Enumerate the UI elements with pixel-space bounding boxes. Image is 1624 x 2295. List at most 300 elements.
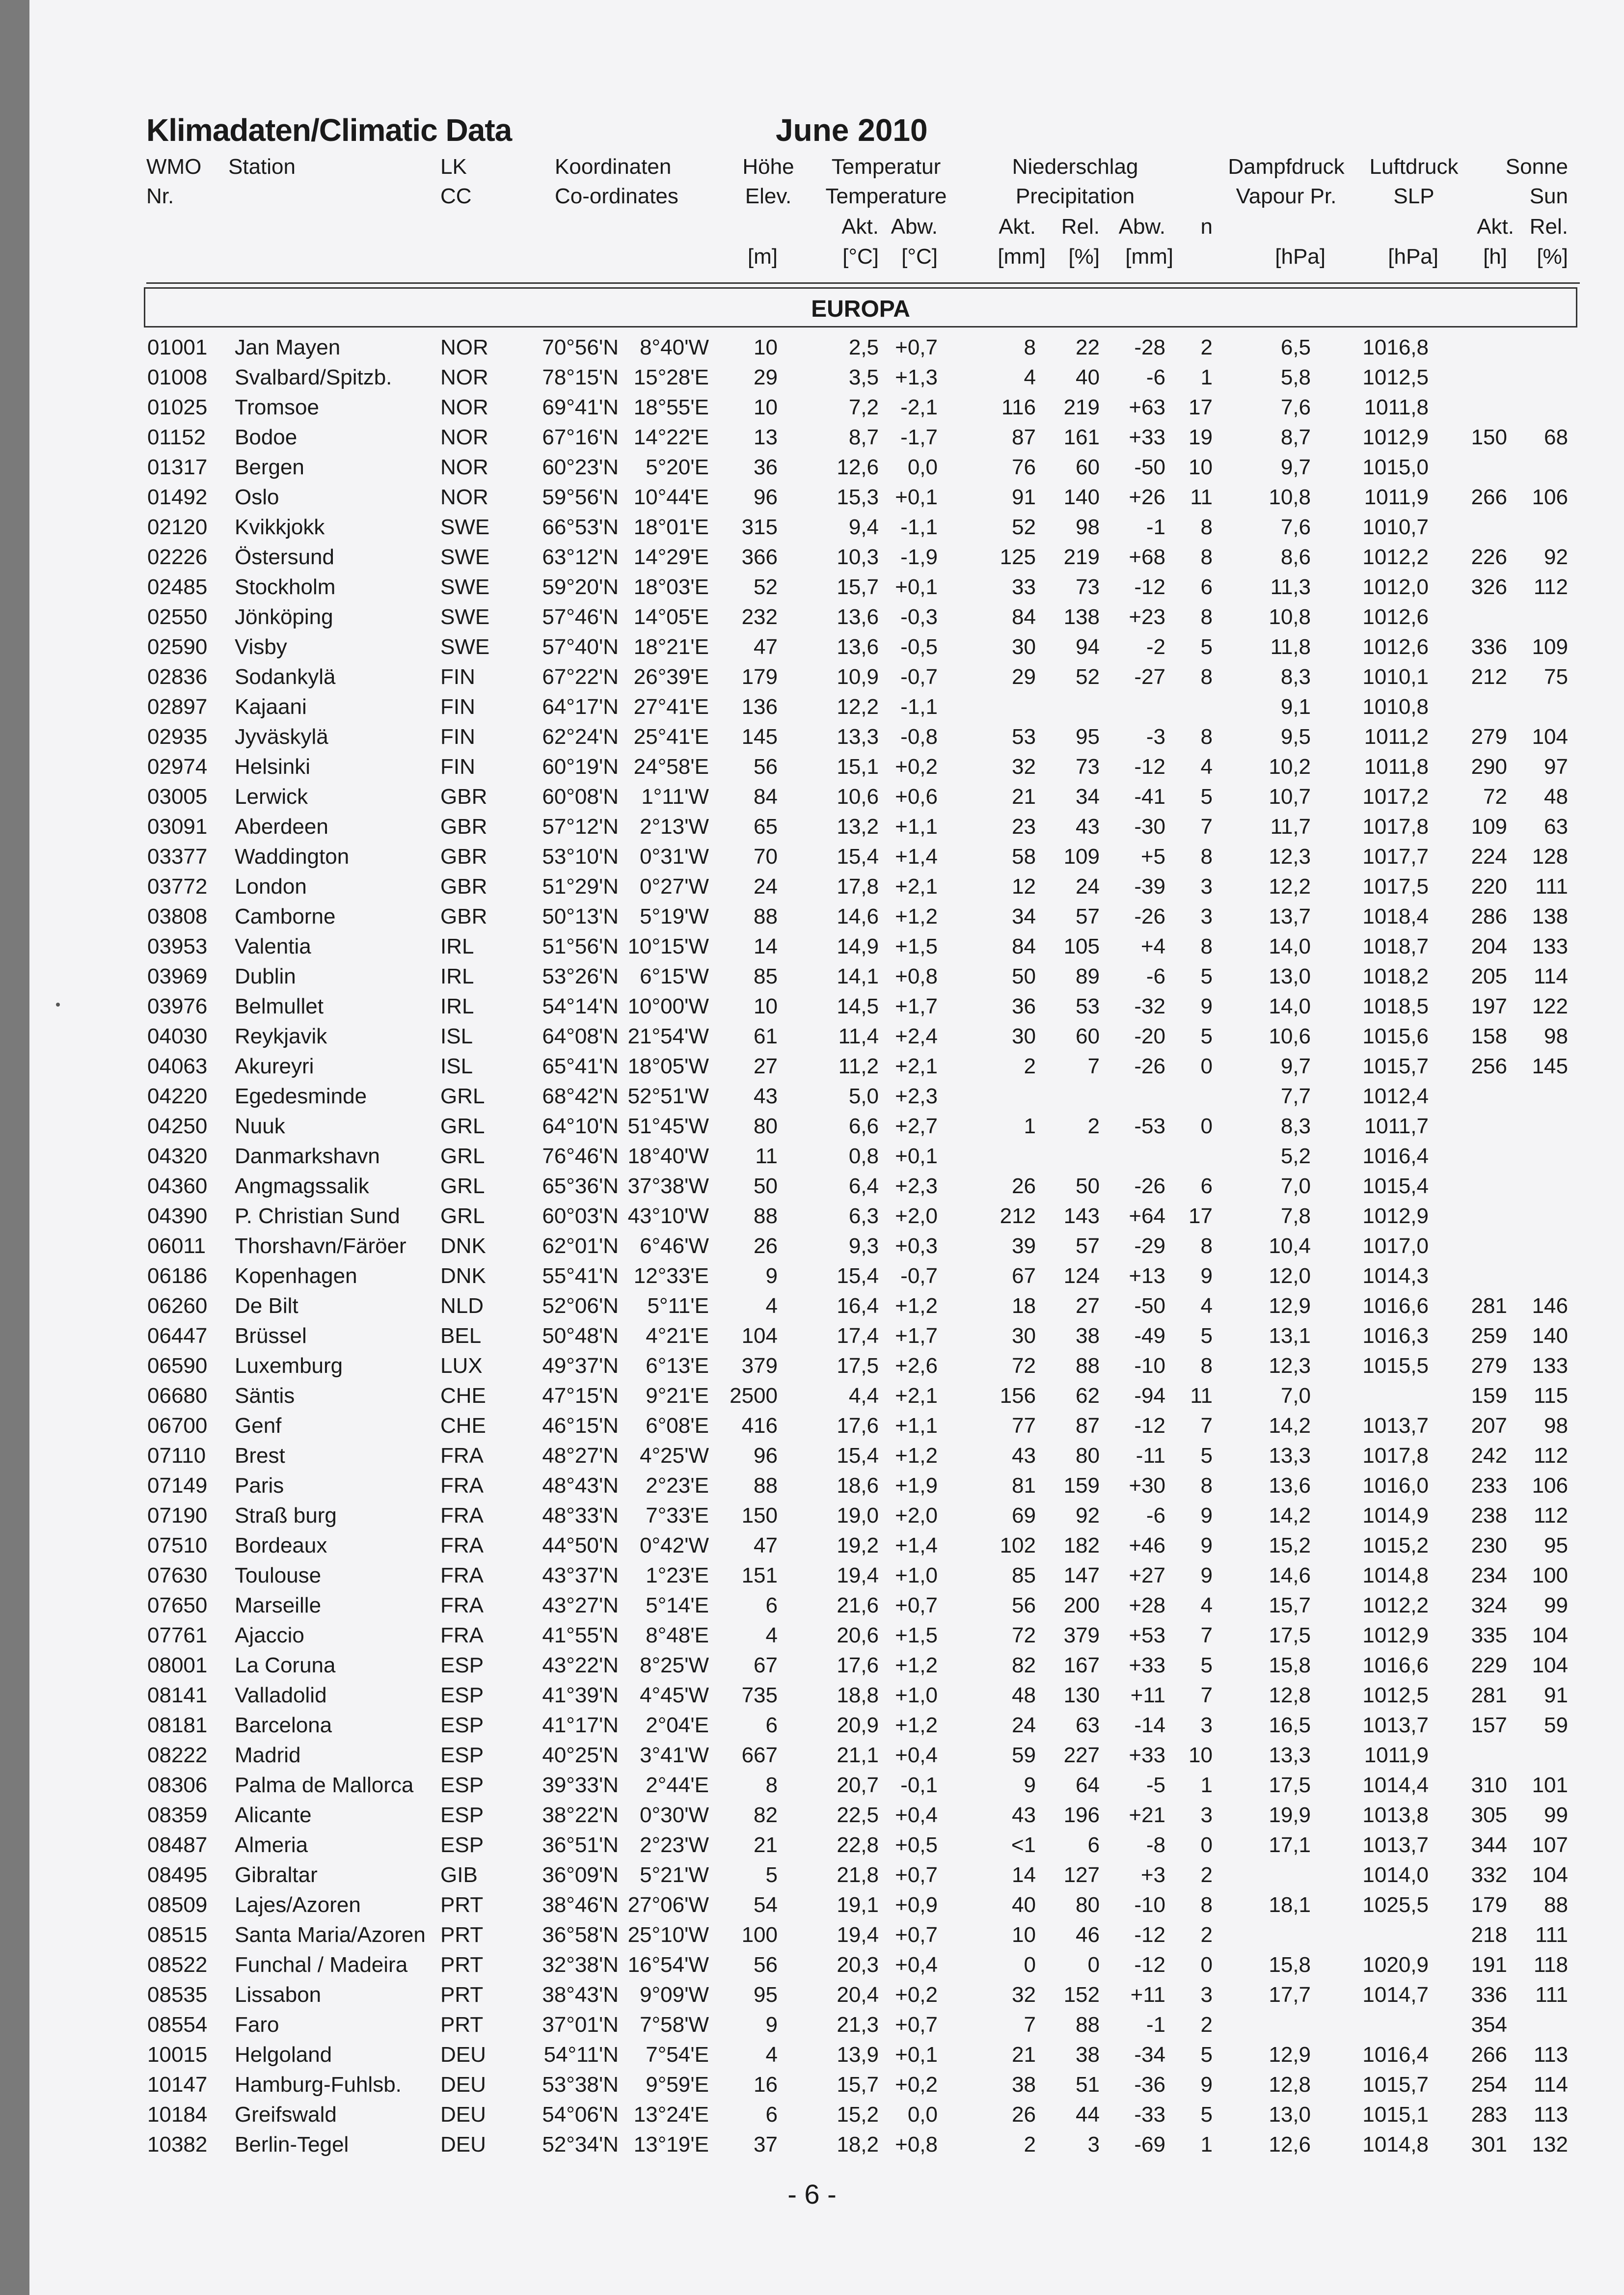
- sea-level-pressure-cell: 1012,6: [1362, 635, 1429, 659]
- prec-abw-cell: -28: [1134, 335, 1165, 359]
- country-code-cell: FRA: [440, 1563, 484, 1587]
- vapour-pressure-cell: 7,0: [1280, 1384, 1311, 1408]
- temp-akt-cell: 15,4: [837, 845, 879, 869]
- vapour-pressure-cell: 12,6: [1269, 2132, 1311, 2157]
- country-code-cell: GRL: [440, 1084, 485, 1108]
- station-name-cell: Kajaani: [235, 695, 307, 719]
- station-name-cell: Almeria: [235, 1833, 308, 1857]
- longitude-cell: 4°21'E: [646, 1324, 709, 1348]
- wmo-number-cell: 08359: [147, 1803, 208, 1827]
- elevation-cell: 84: [754, 785, 778, 809]
- precip-days-cell: 7: [1200, 815, 1213, 839]
- elevation-cell: 232: [741, 605, 778, 629]
- sea-level-pressure-cell: 1016,4: [1362, 1144, 1429, 1168]
- table-row: [0, 392, 1624, 422]
- temp-abw-cell: -1,1: [900, 695, 938, 719]
- country-code-cell: IRL: [440, 964, 474, 988]
- country-code-cell: DEU: [440, 2132, 486, 2157]
- sun-rel-cell: 112: [1533, 1503, 1568, 1528]
- prec-akt-cell: 58: [1012, 845, 1036, 869]
- sun-rel-cell: 104: [1532, 1863, 1568, 1887]
- table-row: [0, 1471, 1624, 1501]
- temp-abw-cell: 0,0: [907, 455, 938, 479]
- sea-level-pressure-cell: 1015,2: [1362, 1533, 1429, 1557]
- sun-rel-cell: 122: [1532, 994, 1568, 1018]
- latitude-cell: 51°56'N: [542, 934, 619, 958]
- sea-level-pressure-cell: 1012,2: [1362, 1593, 1429, 1617]
- prec-abw-cell: -20: [1134, 1024, 1165, 1048]
- sun-rel-cell: 132: [1532, 2132, 1568, 2157]
- sea-level-pressure-cell: 1018,2: [1362, 964, 1429, 988]
- elevation-cell: 50: [754, 1174, 778, 1198]
- table-row: [0, 452, 1624, 482]
- vapour-pressure-cell: 9,7: [1280, 1054, 1311, 1078]
- precip-days-cell: 4: [1200, 755, 1213, 779]
- latitude-cell: 52°06'N: [542, 1294, 619, 1318]
- sun-akt-cell: 242: [1471, 1444, 1507, 1468]
- temp-akt-cell: 19,4: [837, 1923, 879, 1947]
- prec-abw-cell: +46: [1129, 1533, 1165, 1557]
- temp-abw-cell: +1,2: [895, 1653, 938, 1677]
- station-name-cell: Palma de Mallorca: [235, 1773, 414, 1797]
- vapour-pressure-cell: 7,0: [1280, 1174, 1311, 1198]
- station-name-cell: Ajaccio: [235, 1623, 304, 1647]
- header-elevation: Höhe: [742, 155, 794, 179]
- vapour-pressure-cell: 14,0: [1269, 994, 1311, 1018]
- table-row: [0, 332, 1624, 362]
- country-code-cell: FRA: [440, 1623, 484, 1647]
- temp-akt-cell: 2,5: [848, 335, 879, 359]
- vapour-pressure-cell: 11,7: [1270, 815, 1311, 839]
- prec-akt-cell: 33: [1012, 575, 1036, 599]
- country-code-cell: SWE: [440, 545, 490, 569]
- header-rule: [146, 282, 1580, 284]
- prec-rel-cell: 109: [1063, 845, 1100, 869]
- latitude-cell: 38°22'N: [542, 1803, 619, 1827]
- country-code-cell: GBR: [440, 785, 487, 809]
- prec-abw-cell: +27: [1129, 1563, 1165, 1587]
- vapour-pressure-cell: 7,7: [1280, 1084, 1311, 1108]
- wmo-number-cell: 06011: [147, 1234, 206, 1258]
- latitude-cell: 39°33'N: [542, 1773, 619, 1797]
- elevation-cell: 379: [741, 1354, 778, 1378]
- prec-akt-cell: 77: [1012, 1414, 1036, 1438]
- prec-rel-cell: 38: [1076, 1324, 1100, 1348]
- sun-akt-cell: 157: [1471, 1713, 1507, 1737]
- longitude-cell: 18°55'E: [633, 395, 709, 419]
- sea-level-pressure-cell: 1017,8: [1362, 815, 1429, 839]
- latitude-cell: 32°38'N: [542, 1953, 619, 1977]
- elevation-cell: 179: [741, 665, 778, 689]
- wmo-number-cell: 04360: [147, 1174, 208, 1198]
- region-label: EUROPA: [811, 296, 910, 322]
- longitude-cell: 5°11'E: [647, 1294, 709, 1318]
- vapour-pressure-cell: 7,6: [1280, 395, 1311, 419]
- temp-abw-cell: +0,9: [895, 1893, 938, 1917]
- vapour-pressure-cell: 12,0: [1269, 1264, 1311, 1288]
- temp-akt-cell: 18,2: [837, 2132, 879, 2157]
- country-code-cell: NOR: [440, 365, 488, 389]
- precip-days-cell: 5: [1200, 1324, 1213, 1348]
- prec-abw-cell: +64: [1129, 1204, 1165, 1228]
- longitude-cell: 2°23'W: [640, 1833, 709, 1857]
- sun-rel-cell: 99: [1544, 1803, 1568, 1827]
- latitude-cell: 54°11'N: [543, 2043, 619, 2067]
- station-name-cell: Belmullet: [235, 994, 324, 1018]
- country-code-cell: GBR: [440, 904, 487, 929]
- prec-akt-cell: 18: [1012, 1294, 1036, 1318]
- longitude-cell: 5°20'E: [646, 455, 709, 479]
- temp-akt-cell: 14,1: [837, 964, 879, 988]
- station-name-cell: Waddington: [235, 845, 350, 869]
- latitude-cell: 41°55'N: [542, 1623, 619, 1647]
- latitude-cell: 78°15'N: [542, 365, 619, 389]
- temp-abw-cell: +2,0: [895, 1204, 938, 1228]
- prec-abw-cell: -29: [1134, 1234, 1165, 1258]
- station-name-cell: Sodankylä: [235, 665, 336, 689]
- table-row: [0, 961, 1624, 991]
- station-name-cell: Tromsoe: [235, 395, 319, 419]
- wmo-number-cell: 08495: [147, 1863, 208, 1887]
- prec-akt-cell: 30: [1012, 1024, 1036, 1048]
- table-row: [0, 872, 1624, 902]
- table-row: [0, 1111, 1624, 1141]
- temp-abw-cell: +0,7: [895, 2013, 938, 2037]
- latitude-cell: 69°41'N: [542, 395, 619, 419]
- latitude-cell: 76°46'N: [542, 1144, 619, 1168]
- temp-akt-cell: 12,2: [837, 695, 879, 719]
- prec-rel-cell: 44: [1076, 2103, 1100, 2127]
- elevation-cell: 96: [754, 1444, 778, 1468]
- station-name-cell: Jyväskylä: [235, 725, 328, 749]
- sun-rel-cell: 113: [1533, 2043, 1568, 2067]
- wmo-number-cell: 08509: [147, 1893, 208, 1917]
- vapour-pressure-cell: 17,7: [1269, 1983, 1311, 2007]
- country-code-cell: GBR: [440, 874, 487, 899]
- station-name-cell: Visby: [235, 635, 287, 659]
- prec-akt-cell: 29: [1012, 665, 1036, 689]
- longitude-cell: 14°22'E: [633, 425, 709, 449]
- header-temp-akt: Akt.: [841, 215, 879, 239]
- country-code-cell: NOR: [440, 425, 488, 449]
- temp-abw-cell: -0,7: [900, 1264, 938, 1288]
- sun-rel-cell: 128: [1532, 845, 1568, 869]
- vapour-pressure-cell: 7,8: [1280, 1204, 1311, 1228]
- sea-level-pressure-cell: 1015,1: [1362, 2103, 1429, 2127]
- temp-akt-cell: 11,2: [838, 1054, 879, 1078]
- prec-akt-cell: 8: [1024, 335, 1036, 359]
- prec-akt-cell: 40: [1012, 1893, 1036, 1917]
- prec-rel-cell: 219: [1063, 545, 1100, 569]
- elevation-cell: 36: [754, 455, 778, 479]
- table-row: [0, 1620, 1624, 1650]
- prec-abw-cell: -32: [1134, 994, 1165, 1018]
- vapour-pressure-cell: 12,9: [1269, 1294, 1311, 1318]
- wmo-number-cell: 10184: [147, 2103, 208, 2127]
- country-code-cell: GBR: [440, 815, 487, 839]
- temp-abw-cell: +1,0: [895, 1683, 938, 1707]
- prec-rel-cell: 143: [1063, 1204, 1100, 1228]
- elevation-cell: 6: [765, 1713, 778, 1737]
- prec-akt-cell: 9: [1024, 1773, 1036, 1797]
- sea-level-pressure-cell: 1011,7: [1364, 1114, 1429, 1138]
- table-row: [0, 1291, 1624, 1321]
- vapour-pressure-cell: 9,7: [1280, 455, 1311, 479]
- elevation-cell: 85: [754, 964, 778, 988]
- longitude-cell: 1°23'E: [646, 1563, 709, 1587]
- vapour-pressure-cell: 17,1: [1269, 1833, 1311, 1857]
- precip-days-cell: 3: [1200, 874, 1213, 899]
- latitude-cell: 36°09'N: [542, 1863, 619, 1887]
- wmo-number-cell: 03808: [147, 904, 208, 929]
- sun-akt-cell: 290: [1471, 755, 1507, 779]
- vapour-pressure-cell: 12,8: [1269, 2073, 1311, 2097]
- station-name-cell: Lajes/Azoren: [235, 1893, 361, 1917]
- sun-akt-cell: 286: [1471, 904, 1507, 929]
- sea-level-pressure-cell: 1011,9: [1364, 485, 1429, 509]
- table-row: [0, 2130, 1624, 2159]
- precip-days-cell: 4: [1200, 1294, 1213, 1318]
- header-vapour: Dampfdruck: [1228, 155, 1345, 179]
- elevation-cell: 65: [754, 815, 778, 839]
- table-row: [0, 1021, 1624, 1051]
- latitude-cell: 48°33'N: [542, 1503, 619, 1528]
- precip-days-cell: 2: [1200, 335, 1213, 359]
- header-vapour-en: Vapour Pr.: [1236, 184, 1337, 208]
- unit-temp-akt: [°C]: [842, 245, 879, 269]
- country-code-cell: PRT: [440, 1893, 484, 1917]
- prec-abw-cell: -14: [1134, 1713, 1165, 1737]
- temp-akt-cell: 15,4: [837, 1444, 879, 1468]
- latitude-cell: 55°41'N: [542, 1264, 619, 1288]
- temp-akt-cell: 11,4: [838, 1024, 879, 1048]
- temp-abw-cell: 0,0: [907, 2103, 938, 2127]
- sea-level-pressure-cell: 1016,6: [1362, 1653, 1429, 1677]
- prec-abw-cell: -26: [1134, 904, 1165, 929]
- prec-rel-cell: 379: [1063, 1623, 1100, 1647]
- prec-rel-cell: 98: [1076, 515, 1100, 539]
- temp-abw-cell: +2,1: [895, 1384, 938, 1408]
- sun-rel-cell: 107: [1532, 1833, 1568, 1857]
- country-code-cell: DNK: [440, 1234, 486, 1258]
- elevation-cell: 8: [765, 1773, 778, 1797]
- temp-abw-cell: -0,5: [900, 635, 938, 659]
- prec-akt-cell: 12: [1012, 874, 1036, 899]
- prec-rel-cell: 0: [1087, 1953, 1100, 1977]
- vapour-pressure-cell: 10,6: [1269, 1024, 1311, 1048]
- country-code-cell: ISL: [440, 1054, 473, 1078]
- elevation-cell: 315: [741, 515, 778, 539]
- wmo-number-cell: 02550: [147, 605, 208, 629]
- country-code-cell: FRA: [440, 1593, 484, 1617]
- sea-level-pressure-cell: 1011,8: [1364, 395, 1429, 419]
- prec-akt-cell: 87: [1012, 425, 1036, 449]
- temp-akt-cell: 22,8: [837, 1833, 879, 1857]
- header-prec-akt: Akt.: [999, 215, 1036, 239]
- precip-days-cell: 6: [1200, 575, 1213, 599]
- country-code-cell: SWE: [440, 605, 490, 629]
- station-name-cell: Östersund: [235, 545, 334, 569]
- latitude-cell: 48°43'N: [542, 1474, 619, 1498]
- sun-rel-cell: 98: [1544, 1024, 1568, 1048]
- sea-level-pressure-cell: 1012,4: [1362, 1084, 1429, 1108]
- prec-rel-cell: 196: [1063, 1803, 1100, 1827]
- prec-rel-cell: 152: [1063, 1983, 1100, 2007]
- temp-abw-cell: +0,1: [895, 1144, 938, 1168]
- longitude-cell: 27°41'E: [633, 695, 709, 719]
- longitude-cell: 6°08'E: [646, 1414, 709, 1438]
- sea-level-pressure-cell: 1014,3: [1362, 1264, 1429, 1288]
- prec-abw-cell: -1: [1146, 2013, 1165, 2037]
- elevation-cell: 54: [754, 1893, 778, 1917]
- precip-days-cell: 5: [1200, 785, 1213, 809]
- temp-akt-cell: 10,9: [837, 665, 879, 689]
- station-name-cell: Danmarkshavn: [235, 1144, 380, 1168]
- wmo-number-cell: 04390: [147, 1204, 208, 1228]
- prec-akt-cell: <1: [1011, 1833, 1036, 1857]
- vapour-pressure-cell: 16,5: [1269, 1713, 1311, 1737]
- prec-abw-cell: +53: [1129, 1623, 1165, 1647]
- precip-days-cell: 10: [1189, 1743, 1213, 1767]
- temp-akt-cell: 0,8: [848, 1144, 879, 1168]
- sea-level-pressure-cell: 1014,9: [1362, 1503, 1429, 1528]
- prec-rel-cell: 182: [1063, 1533, 1100, 1557]
- sun-rel-cell: 48: [1544, 785, 1568, 809]
- table-row: [0, 1710, 1624, 1740]
- temp-abw-cell: +0,1: [895, 485, 938, 509]
- temp-akt-cell: 15,4: [837, 1264, 879, 1288]
- longitude-cell: 52°51'W: [627, 1084, 709, 1108]
- sun-akt-cell: 254: [1471, 2073, 1507, 2097]
- elevation-cell: 43: [754, 1084, 778, 1108]
- elevation-cell: 88: [754, 1204, 778, 1228]
- prec-rel-cell: 127: [1063, 1863, 1100, 1887]
- vapour-pressure-cell: 13,0: [1269, 2103, 1311, 2127]
- precip-days-cell: 5: [1200, 635, 1213, 659]
- wmo-number-cell: 04250: [147, 1114, 208, 1138]
- sun-rel-cell: 138: [1532, 904, 1568, 929]
- header-prec-abw: Abw.: [1118, 215, 1165, 239]
- elevation-cell: 4: [765, 1623, 778, 1647]
- temp-abw-cell: +0,8: [895, 964, 938, 988]
- country-code-cell: DEU: [440, 2073, 486, 2097]
- vapour-pressure-cell: 8,3: [1280, 1114, 1311, 1138]
- latitude-cell: 60°03'N: [542, 1204, 619, 1228]
- temp-abw-cell: +2,3: [895, 1084, 938, 1108]
- sun-rel-cell: 109: [1532, 635, 1568, 659]
- sun-rel-cell: 115: [1533, 1384, 1568, 1408]
- prec-akt-cell: 0: [1024, 1953, 1036, 1977]
- prec-rel-cell: 138: [1063, 605, 1100, 629]
- header-coordinates: Koordinaten: [555, 155, 672, 179]
- station-name-cell: Brüssel: [235, 1324, 307, 1348]
- sun-rel-cell: 100: [1532, 1563, 1568, 1587]
- sun-rel-cell: 88: [1544, 1893, 1568, 1917]
- sea-level-pressure-cell: 1015,0: [1362, 455, 1429, 479]
- precip-days-cell: 8: [1200, 845, 1213, 869]
- latitude-cell: 50°48'N: [542, 1324, 619, 1348]
- precip-days-cell: 8: [1200, 934, 1213, 958]
- sea-level-pressure-cell: 1016,0: [1362, 1474, 1429, 1498]
- latitude-cell: 62°24'N: [542, 725, 619, 749]
- prec-akt-cell: 43: [1012, 1803, 1036, 1827]
- longitude-cell: 8°48'E: [646, 1623, 709, 1647]
- longitude-cell: 2°04'E: [646, 1713, 709, 1737]
- country-code-cell: PRT: [440, 1953, 484, 1977]
- temp-akt-cell: 17,5: [837, 1354, 879, 1378]
- prec-abw-cell: -12: [1134, 1953, 1165, 1977]
- country-code-cell: PRT: [440, 2013, 484, 2037]
- latitude-cell: 38°43'N: [542, 1983, 619, 2007]
- longitude-cell: 7°54'E: [646, 2043, 709, 2067]
- sun-akt-cell: 158: [1471, 1024, 1507, 1048]
- wmo-number-cell: 03772: [147, 874, 208, 899]
- temp-akt-cell: 13,6: [837, 635, 879, 659]
- prec-akt-cell: 2: [1024, 2132, 1036, 2157]
- sun-akt-cell: 279: [1471, 1354, 1507, 1378]
- scan-speck: [56, 1003, 60, 1007]
- sea-level-pressure-cell: 1016,8: [1362, 335, 1429, 359]
- country-code-cell: GIB: [440, 1863, 478, 1887]
- sun-rel-cell: 68: [1544, 425, 1568, 449]
- prec-abw-cell: +26: [1129, 485, 1165, 509]
- prec-akt-cell: 26: [1012, 2103, 1036, 2127]
- region-header: [144, 287, 1577, 328]
- wmo-number-cell: 02120: [147, 515, 208, 539]
- temp-akt-cell: 12,6: [837, 455, 879, 479]
- header-slp: Luftdruck: [1369, 155, 1459, 179]
- sun-rel-cell: 95: [1544, 1533, 1568, 1557]
- station-name-cell: De Bilt: [235, 1294, 298, 1318]
- longitude-cell: 4°25'W: [640, 1444, 709, 1468]
- temp-akt-cell: 15,1: [837, 755, 879, 779]
- sun-akt-cell: 234: [1471, 1563, 1507, 1587]
- temp-akt-cell: 20,7: [837, 1773, 879, 1797]
- table-row: [0, 1980, 1624, 2010]
- longitude-cell: 5°21'W: [640, 1863, 709, 1887]
- longitude-cell: 25°41'E: [633, 725, 709, 749]
- sea-level-pressure-cell: 1014,8: [1362, 2132, 1429, 2157]
- longitude-cell: 18°01'E: [633, 515, 709, 539]
- wmo-number-cell: 02974: [147, 755, 208, 779]
- sea-level-pressure-cell: 1013,8: [1362, 1803, 1429, 1827]
- wmo-number-cell: 07761: [147, 1623, 208, 1647]
- prec-akt-cell: 2: [1024, 1054, 1036, 1078]
- prec-rel-cell: 87: [1076, 1414, 1100, 1438]
- header-temp-abw: Abw.: [891, 215, 938, 239]
- country-code-cell: GBR: [440, 845, 487, 869]
- prec-rel-cell: 6: [1087, 1833, 1100, 1857]
- precip-days-cell: 5: [1200, 1444, 1213, 1468]
- page-number: - 6 -: [787, 2179, 837, 2210]
- temp-akt-cell: 19,0: [837, 1503, 879, 1528]
- prec-rel-cell: 52: [1076, 665, 1100, 689]
- vapour-pressure-cell: 12,3: [1269, 1354, 1311, 1378]
- table-row: [0, 1770, 1624, 1800]
- sun-rel-cell: 111: [1535, 874, 1568, 899]
- sea-level-pressure-cell: 1017,2: [1362, 785, 1429, 809]
- country-code-cell: NOR: [440, 395, 488, 419]
- station-name-cell: Marseille: [235, 1593, 322, 1617]
- table-row: [0, 1920, 1624, 1950]
- vapour-pressure-cell: 10,8: [1269, 485, 1311, 509]
- sun-rel-cell: 133: [1532, 934, 1568, 958]
- temp-abw-cell: +0,7: [895, 1863, 938, 1887]
- precip-days-cell: 17: [1189, 1204, 1213, 1228]
- latitude-cell: 41°17'N: [542, 1713, 619, 1737]
- prec-rel-cell: 38: [1076, 2043, 1100, 2067]
- prec-abw-cell: -2: [1146, 635, 1165, 659]
